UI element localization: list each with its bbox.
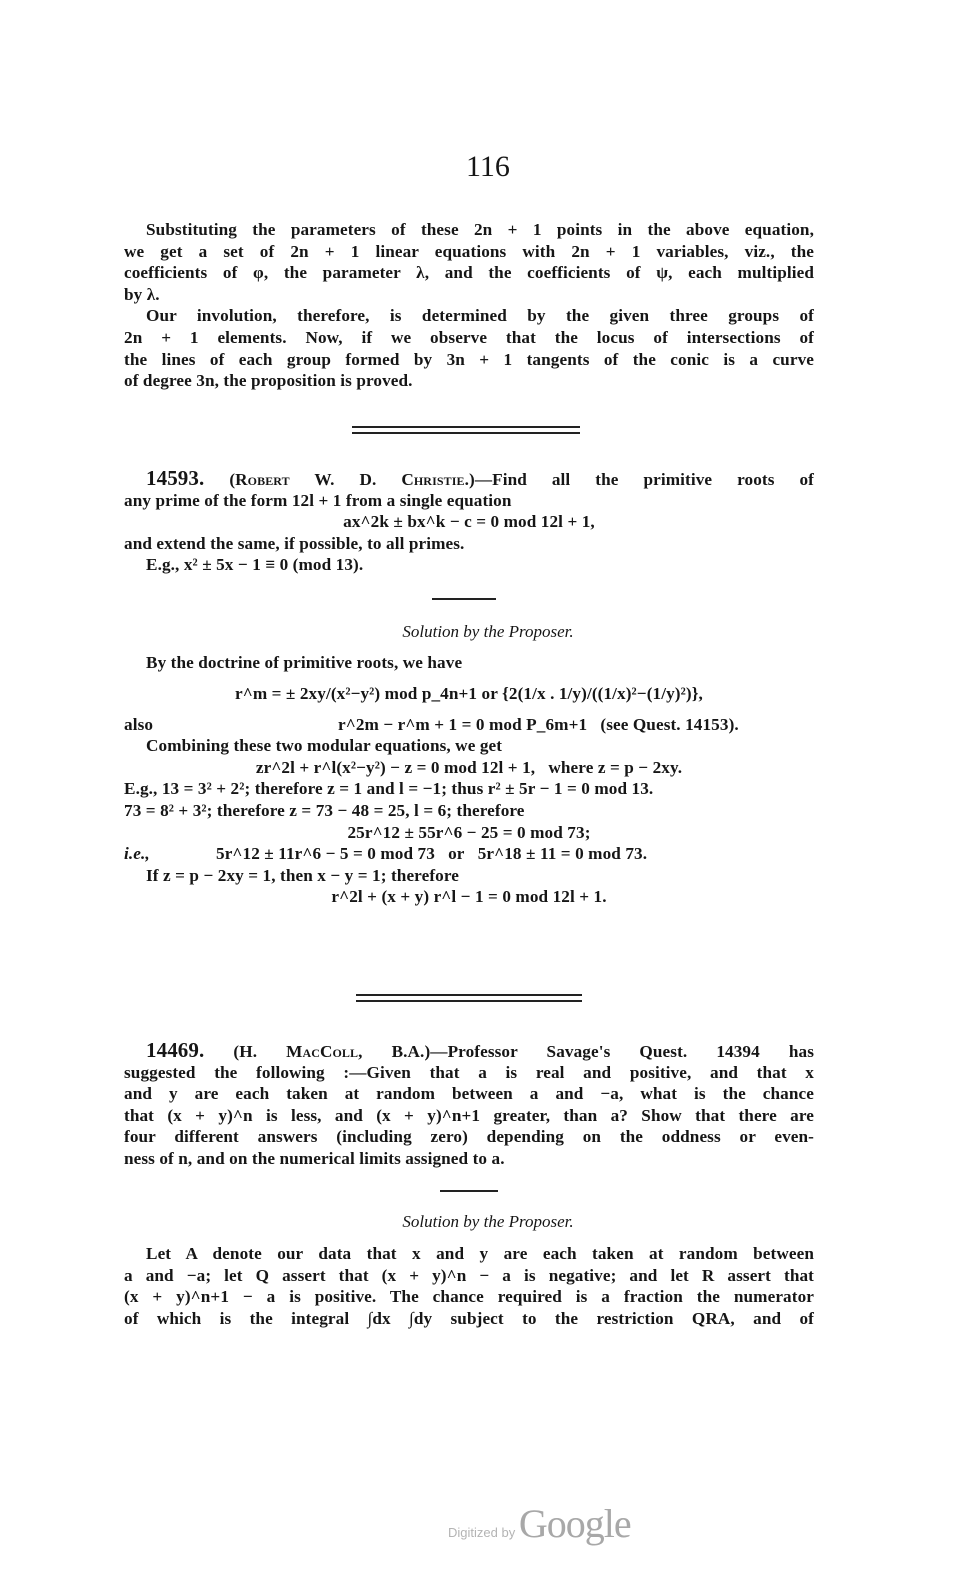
question-number: 14469.	[146, 1038, 205, 1062]
intro-line-6: 2n + 1 elements. Now, if we observe that the locus of intersections of	[124, 327, 814, 347]
sol2-line-2: a and −a; let Q assert that (x + y)^n − a is negative; and let R assert that	[124, 1265, 814, 1285]
intro-line-1: Substituting the parameters of these 2n + 1 points in the above equation,	[146, 220, 814, 239]
solution-heading-14469: Solution by the Proposer.	[402, 1212, 574, 1231]
google-watermark	[448, 1500, 631, 1547]
q14469-line-4: that (x + y)^n is less, and (x + y)^n+1 greater, than a? Show that there are	[124, 1105, 814, 1125]
section-divider-double-top-2	[356, 994, 582, 996]
solution-14593	[124, 652, 814, 908]
sol2-line-4: of which is the integral ∫dx ∫dy subject to the restriction QRA, and of	[124, 1308, 814, 1328]
q14469-line-6: ness of n, and on the numerical limits assigned to a.	[124, 1148, 505, 1168]
sol2-line-3: (x + y)^n+1 − a is positive. The chance required is a fraction the numerator	[124, 1287, 814, 1307]
intro-line-7: the lines of each group formed by 3n + 1 tangents of the conic is a curve	[124, 349, 814, 369]
sol1-eq-2-row	[124, 714, 814, 736]
sol1-eq-1: r^m = ± 2xy/(x²−y²) mod p_4n+1 or {2(1/x . 1/y)/((1/x)²−(1/y)²)},	[235, 683, 703, 703]
solution-14469	[124, 1243, 814, 1329]
q14469-line-3: and y are each taken at random between a and −a, what is the chance	[124, 1084, 814, 1104]
quest-reference: (see Quest. 14153).	[600, 714, 739, 734]
q14593-text-1: —Find all the primitive roots of	[474, 470, 814, 489]
page-number: 116	[466, 150, 510, 183]
intro-line-2: we get a set of 2n + 1 linear equations with 2n + 1 variables, viz., the	[124, 241, 814, 261]
question-number: 14593.	[146, 466, 205, 490]
sol1-eq-3-row	[124, 757, 814, 779]
sol1-eq-2: r^2m − r^m + 1 = 0 mod P_6m+1	[338, 714, 588, 734]
sol1-eq-5b: 5r^18 ± 11 = 0 mod 73.	[477, 844, 648, 864]
question-14593	[124, 468, 814, 576]
section-divider-double-bottom	[352, 432, 580, 434]
intro-line-4: by λ.	[124, 284, 160, 304]
sol1-eq-5-or: or	[448, 844, 465, 864]
sol1-line-4: 73 = 8² + 3²; therefore z = 73 − 48 = 25, l = 6; therefore	[124, 800, 525, 820]
sol1-eq-6: r^2l + (x + y) r^l − 1 = 0 mod 12l + 1.	[331, 887, 607, 907]
watermark-prefix: Digitized by	[448, 1525, 516, 1540]
q14469-text-1: —Professor Savage's Quest. 14394 has	[430, 1042, 814, 1061]
sol1-eq-4: 25r^12 ± 55r^6 − 25 = 0 mod 73;	[347, 822, 591, 842]
also-label: also	[124, 714, 154, 734]
q14593-equation: ax^2k ± bx^k − c = 0 mod 12l + 1,	[343, 512, 595, 532]
intro-paragraph	[124, 219, 814, 392]
google-logo: Google	[518, 1501, 631, 1546]
intro-line-3: coefficients of φ, the parameter λ, and the coefficients of ψ, each multiplied	[124, 263, 814, 283]
intro-line-5: Our involution, therefore, is determined by the given three groups of	[146, 306, 814, 326]
ie-label: i.e.,	[124, 844, 150, 864]
sol1-eq-5-row	[124, 843, 814, 865]
q14469-line-5: four different answers (including zero) depending on the oddness or even-	[124, 1127, 814, 1147]
sol1-line-1: By the doctrine of primitive roots, we have	[146, 653, 463, 672]
intro-line-8: of degree 3n, the proposition is proved.	[124, 371, 413, 391]
question-author: (H. MacColl, B.A.)	[233, 1042, 431, 1061]
sol1-line-5: If z = p − 2xy = 1, then x − y = 1; therefore	[146, 865, 459, 885]
sol1-line-3: E.g., 13 = 3² + 2²; therefore z = 1 and l = −1; thus r² ± 5r − 1 = 0 mod 13.	[124, 779, 654, 799]
question-author: (Robert W. D. Christie.)	[229, 470, 475, 489]
q14593-line-1	[124, 468, 814, 490]
q14593-line-3: and extend the same, if possible, to all primes.	[124, 533, 465, 553]
solution-heading-14593: Solution by the Proposer.	[402, 622, 574, 641]
sol1-eq-3-where: where z = p − 2xy.	[548, 757, 683, 777]
sol1-line-2: Combining these two modular equations, we get	[146, 736, 503, 756]
q14593-line-2: any prime of the form 12l + 1 from a single equation	[124, 490, 512, 510]
q14469-line-1	[124, 1040, 814, 1062]
sol1-eq-3: zr^2l + r^l(x²−y²) − z = 0 mod 12l + 1,	[255, 757, 536, 777]
q14469-line-2: suggested the following :—Given that a is real and positive, and that x	[124, 1062, 814, 1082]
section-divider-double-bottom-2	[356, 1000, 582, 1002]
sol2-line-1: Let A denote our data that x and y are each taken at random between	[146, 1244, 814, 1263]
sol1-eq-5a: 5r^12 ± 11r^6 − 5 = 0 mod 73	[216, 844, 435, 864]
short-divider-2	[440, 1190, 498, 1192]
question-14469	[124, 1040, 814, 1170]
q14593-example: E.g., x² ± 5x − 1 ≡ 0 (mod 13).	[146, 555, 364, 575]
section-divider-double-top	[352, 426, 580, 428]
short-divider	[432, 598, 496, 600]
